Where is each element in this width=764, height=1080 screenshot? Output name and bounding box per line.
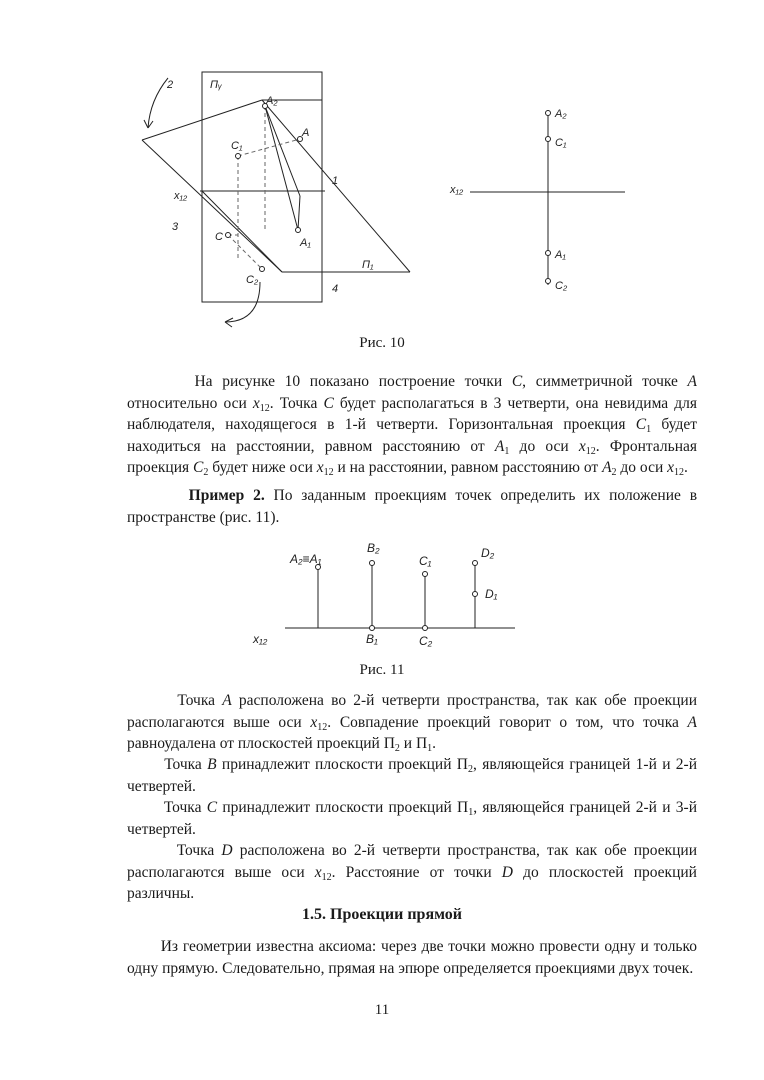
- example-2: [127, 485, 697, 528]
- figure-10-epure: [440, 95, 640, 295]
- figure-10-caption: Рис. 10: [359, 335, 405, 351]
- point-a-paragraph: Точка A расположена во 2-й четверти пространства, так как обе проекции располагаются выше оси $x_{12}$. Совпадение проекций говорит о том, что точка A равноудалена от плоскостей проекций $П_2$ и $П_1$.: [127, 692, 697, 754]
- label-pi1: П₁: [362, 259, 374, 271]
- paragraph-1: На рисунке 10 показано построение точки C, симметричной точке A относительно оси $x_{12}$. Точка C будет располагаться в 3 четверти, она невидима для наблюдателя, находящегося в 1-й четверти. Горизонтальная проекция $C_1$ будет находиться на расстоянии, равном расстоянию от $A_1$ до оси $x_{12}$. Фронтальная проекция $C_2$ будет ниже оси $x_{12}$ и на расстоянии, равном расстоянию от $A_2$ до оси $x_{12}$.: [127, 373, 697, 478]
- epure-label-x12: x₁₂: [450, 184, 464, 196]
- fig11-label-B1: B₁: [366, 632, 378, 646]
- epure-label-A2: A₂: [555, 108, 567, 120]
- epure-label-C2: C₂: [555, 280, 568, 292]
- label-A2: A₂: [266, 95, 278, 107]
- figure-10-spatial: [120, 60, 430, 330]
- fig11-label-C1: C₁: [419, 554, 432, 568]
- label-C2: C₂: [246, 274, 259, 286]
- example-2-text: По заданным проекциям точек определить их положение в пространстве (рис. 11).: [127, 487, 698, 526]
- point-b-paragraph: Точка B принадлежит плоскости проекций $П_2$, являющейся границей 1-й и 2-й четвертей.: [127, 756, 698, 795]
- fig11-label-C2: C₂: [419, 634, 433, 648]
- page-number: 11: [374, 1002, 390, 1018]
- label-C1: C₁: [231, 140, 243, 152]
- label-C: C: [215, 231, 223, 243]
- label-A: A: [302, 127, 310, 139]
- epure-label-A1: A₁: [555, 249, 566, 261]
- point-d-paragraph: Точка D расположена во 2-й четверти пространства, так как обе проекции располагаются выше оси $x_{12}$. Расстояние от точки D до плоскостей проекций различны.: [127, 842, 697, 902]
- fig11-label-D1: D₁: [485, 587, 498, 601]
- label-A1: A₁: [300, 237, 311, 249]
- section-heading: 1.5. Проекции прямой: [302, 906, 462, 923]
- label-1: 1: [332, 175, 339, 187]
- fig11-label-x12: x₁₂: [253, 632, 268, 646]
- label-x12: x₁₂: [174, 190, 188, 202]
- epure-label-C1: C₁: [555, 137, 567, 149]
- label-3: 3: [172, 221, 179, 233]
- fig11-label-B2: B₂: [367, 541, 380, 555]
- section-paragraph: Из геометрии известна аксиома: через две точки можно провести одну и только одну прямую. Следовательно, прямая на эпюре определяется проекциями двух точек.: [127, 938, 697, 977]
- figure-11: [245, 535, 535, 660]
- example-2-lead: Пример 2.: [188, 487, 265, 504]
- label-2: 2: [167, 79, 174, 91]
- label-pi-v: Пᵧ: [210, 79, 223, 91]
- fig11-label-A2A1: A₂≡A₁: [290, 552, 322, 566]
- fig11-label-D2: D₂: [481, 546, 495, 560]
- point-c-paragraph: Точка C принадлежит плоскости проекций $П_1$, являющейся границей 2-й и 3-й четвертей.: [127, 799, 697, 838]
- figure-11-caption: Рис. 11: [359, 662, 405, 678]
- label-4: 4: [332, 283, 339, 295]
- rotate-arrow-top: [148, 78, 168, 128]
